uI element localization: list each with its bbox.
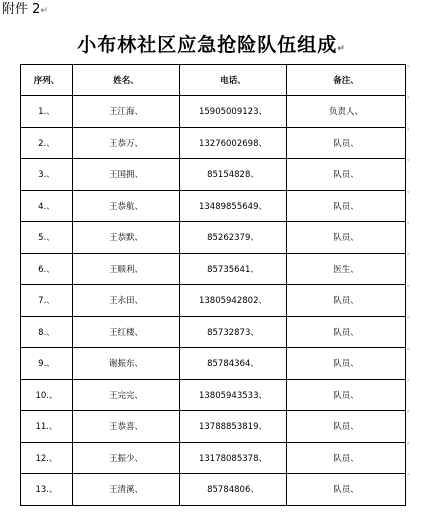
row-end-mark: ' [407,377,410,387]
cell-phone [180,442,287,474]
cell-note-text: 队员 [333,201,351,212]
row-end-mark: ' [407,409,410,419]
cell-name [73,285,180,317]
cell-mark: 、 [350,264,359,275]
cell-phone-text: 13178085378 [198,453,259,464]
cell-name [73,411,180,443]
cell-mark: 、 [350,233,359,244]
cell-note [287,190,406,222]
cell-mark: 、 [350,201,359,212]
cell-name-text: 王振少 [108,453,135,464]
cell-note [287,411,406,443]
cell-phone-text: 85784364 [207,359,251,370]
cell-seq-text: 1. [38,107,47,118]
cell-phone-text: 85154828 [207,170,251,181]
cell-mark: 、 [46,296,55,307]
header-seq-text: 序列 [33,76,51,86]
cell-seq [21,316,73,348]
cell-note-text: 队员 [333,138,351,149]
cell-phone-text: 85732873 [207,327,251,338]
cell-phone-text: 13276002698 [198,138,259,149]
cell-name-text: 王永田 [108,296,135,307]
cell-seq-text: 12. [35,453,49,464]
cell-note-text: 队员 [333,233,351,244]
cell-mark: 、 [354,107,364,118]
cell-mark: 、 [350,138,359,149]
cell-note [287,474,406,506]
cell-seq [21,348,73,380]
cell-name-text: 王恭万 [108,138,135,149]
cell-phone [180,96,287,128]
cell-note [287,348,406,380]
cell-note [287,442,406,474]
header-row [21,65,406,96]
cell-name-text: 王国拥 [108,170,135,181]
cell-mark: 、 [49,453,58,464]
table-row [21,96,406,128]
cell-name-text: 王恭喜 [108,422,135,433]
cell-mark: 、 [46,233,55,244]
cell-mark: 、 [49,390,58,401]
cell-mark: 、 [46,201,55,212]
table-row [21,190,406,222]
row-end-marks [407,64,417,503]
cell-mark: 、 [134,107,144,118]
cell-phone [180,253,287,285]
cell-mark: 、 [258,390,267,401]
header-note-text: 备注 [333,76,351,86]
header-note [287,65,406,96]
cell-mark: 、 [134,170,144,181]
cell-seq-text: 7. [38,296,47,307]
header-phone-text: 电话 [220,76,238,86]
cell-seq [21,159,73,191]
roster-table [20,64,406,506]
cell-phone-text: 13489855649 [198,201,259,212]
cell-phone [180,316,287,348]
cell-note-text: 队员 [333,390,351,401]
cell-seq-text: 13. [35,485,49,496]
row-end-mark: ' [407,472,410,482]
cell-note-text: 队员 [333,359,351,370]
cell-mark: 、 [134,390,144,401]
cell-phone-text: 13805942802 [198,296,259,307]
cell-mark: 、 [134,296,144,307]
cell-seq [21,379,73,411]
cell-note-text: 队员 [333,170,351,181]
cell-seq [21,190,73,222]
cell-name [73,96,180,128]
cell-phone-text: 13788853819 [198,422,259,433]
cell-phone [180,159,287,191]
table-row [21,127,406,159]
paragraph-mark: ↵ [40,6,48,16]
row-end-mark: ' [407,158,410,168]
cell-phone [180,127,287,159]
cell-seq [21,474,73,506]
cell-note [287,159,406,191]
cell-name-text: 王清溪 [108,485,135,496]
cell-mark: 、 [134,327,144,338]
cell-note [287,379,406,411]
attachment-label-text: 附件 2 [2,2,41,17]
cell-note-text: 队员 [333,485,351,496]
table-row [21,222,406,254]
cell-mark: 、 [258,138,267,149]
table-row [21,253,406,285]
cell-name-text: 王恭默 [108,233,135,244]
cell-phone [180,190,287,222]
row-end-mark: ' [407,189,410,199]
cell-mark: 、 [350,485,359,496]
cell-seq [21,411,73,443]
cell-seq-text: 10. [35,390,49,401]
cell-mark: 、 [134,233,144,244]
page-title [0,32,423,62]
cell-name-text: 王顺利 [108,264,135,275]
cell-mark: 、 [237,76,246,86]
cell-note-text: 队员 [333,327,351,338]
cell-seq-text: 8. [38,327,47,338]
cell-mark: 、 [350,76,359,86]
cell-mark: 、 [258,296,267,307]
table-row [21,285,406,317]
cell-mark: 、 [250,327,259,338]
cell-mark: 、 [49,485,58,496]
cell-mark: 、 [134,485,144,496]
cell-name [73,442,180,474]
cell-name [73,159,180,191]
cell-name [73,222,180,254]
table-row [21,348,406,380]
table-row [21,442,406,474]
table-row [21,316,406,348]
cell-mark: 、 [46,264,55,275]
cell-note [287,316,406,348]
cell-mark: 、 [258,201,267,212]
cell-phone-text: 15905009123 [198,107,259,118]
cell-seq-text: 11. [35,422,49,433]
cell-note-text: 队员 [333,422,351,433]
table-row [21,159,406,191]
cell-mark: 、 [250,170,259,181]
cell-mark: 、 [350,296,359,307]
cell-mark: 、 [350,453,359,464]
cell-phone-text: 85262379 [207,233,251,244]
row-end-mark: ' [407,220,410,230]
cell-seq-text: 3. [38,170,47,181]
cell-phone [180,411,287,443]
cell-seq-text: 4. [38,201,47,212]
cell-mark: 、 [134,422,144,433]
row-end-mark: ' [407,315,410,325]
cell-name [73,348,180,380]
cell-name [73,253,180,285]
row-end-mark: ' [407,95,410,105]
cell-phone [180,348,287,380]
cell-phone-text: 85735641 [207,264,251,275]
table-row [21,474,406,506]
cell-name-text: 王恭航 [108,201,135,212]
cell-name [73,127,180,159]
table-row [21,379,406,411]
cell-seq-text: 6. [38,264,47,275]
table-row [21,411,406,443]
cell-name-text: 王江海 [108,107,135,118]
cell-mark: 、 [250,264,259,275]
cell-phone-text: 85784806 [207,485,251,496]
cell-mark: 、 [250,233,259,244]
cell-mark: 、 [258,453,267,464]
cell-mark: 、 [250,359,259,370]
cell-phone-text: 13805943533 [198,390,259,401]
header-name-text: 姓名 [113,76,131,86]
cell-seq-text: 2. [38,138,47,149]
cell-mark: 、 [350,359,359,370]
cell-mark: 、 [46,170,55,181]
cell-seq-text: 5. [38,233,47,244]
cell-seq [21,222,73,254]
cell-mark: 、 [258,422,267,433]
header-name [73,65,180,96]
row-end-mark: ' [407,283,410,293]
cell-note-text: 队员 [333,296,351,307]
cell-name-text: 王红楼 [108,327,135,338]
cell-mark: 、 [350,170,359,181]
cell-seq [21,96,73,128]
cell-phone [180,222,287,254]
cell-seq [21,127,73,159]
cell-note-text: 队员 [333,453,351,464]
cell-mark: 、 [350,422,359,433]
cell-mark: 、 [350,390,359,401]
cell-mark: 、 [46,327,55,338]
cell-note-text: 医生 [333,264,351,275]
cell-mark: 、 [258,107,267,118]
cell-mark: 、 [350,327,359,338]
row-end-mark: ' [407,252,410,262]
cell-note [287,96,406,128]
cell-name-text: 王完完 [108,390,135,401]
row-end-mark: ' [407,440,410,450]
page-title-text: 小布林社区应急抢险队伍组成 [77,34,338,56]
attachment-label [2,2,48,19]
cell-mark: 、 [130,76,139,86]
cell-phone [180,474,287,506]
cell-mark: 、 [46,107,55,118]
cell-mark: 、 [134,264,144,275]
header-phone [180,65,287,96]
cell-phone [180,379,287,411]
cell-mark: 、 [50,76,60,86]
header-seq [21,65,73,96]
cell-name [73,379,180,411]
cell-mark: 、 [46,138,55,149]
cell-phone [180,285,287,317]
cell-name [73,190,180,222]
cell-seq [21,442,73,474]
cell-note [287,222,406,254]
cell-seq [21,253,73,285]
cell-note [287,127,406,159]
cell-mark: 、 [134,201,144,212]
cell-name-text: 谢振东 [108,359,135,370]
cell-name [73,316,180,348]
cell-note [287,285,406,317]
cell-mark: 、 [250,485,259,496]
cell-note [287,253,406,285]
row-end-mark: ' [407,346,410,356]
cell-mark: 、 [134,453,144,464]
roster-body [21,96,406,506]
cell-seq-text: 9. [38,359,47,370]
cell-seq [21,285,73,317]
cell-mark: 、 [134,138,144,149]
cell-mark: 、 [46,359,55,370]
paragraph-mark: ↵ [337,44,346,54]
row-end-mark: ' [407,64,410,73]
cell-name [73,474,180,506]
cell-mark: 、 [134,359,144,370]
cell-note-text: 负责人 [328,107,355,118]
cell-mark: 、 [49,422,58,433]
row-end-mark: ' [407,126,410,136]
